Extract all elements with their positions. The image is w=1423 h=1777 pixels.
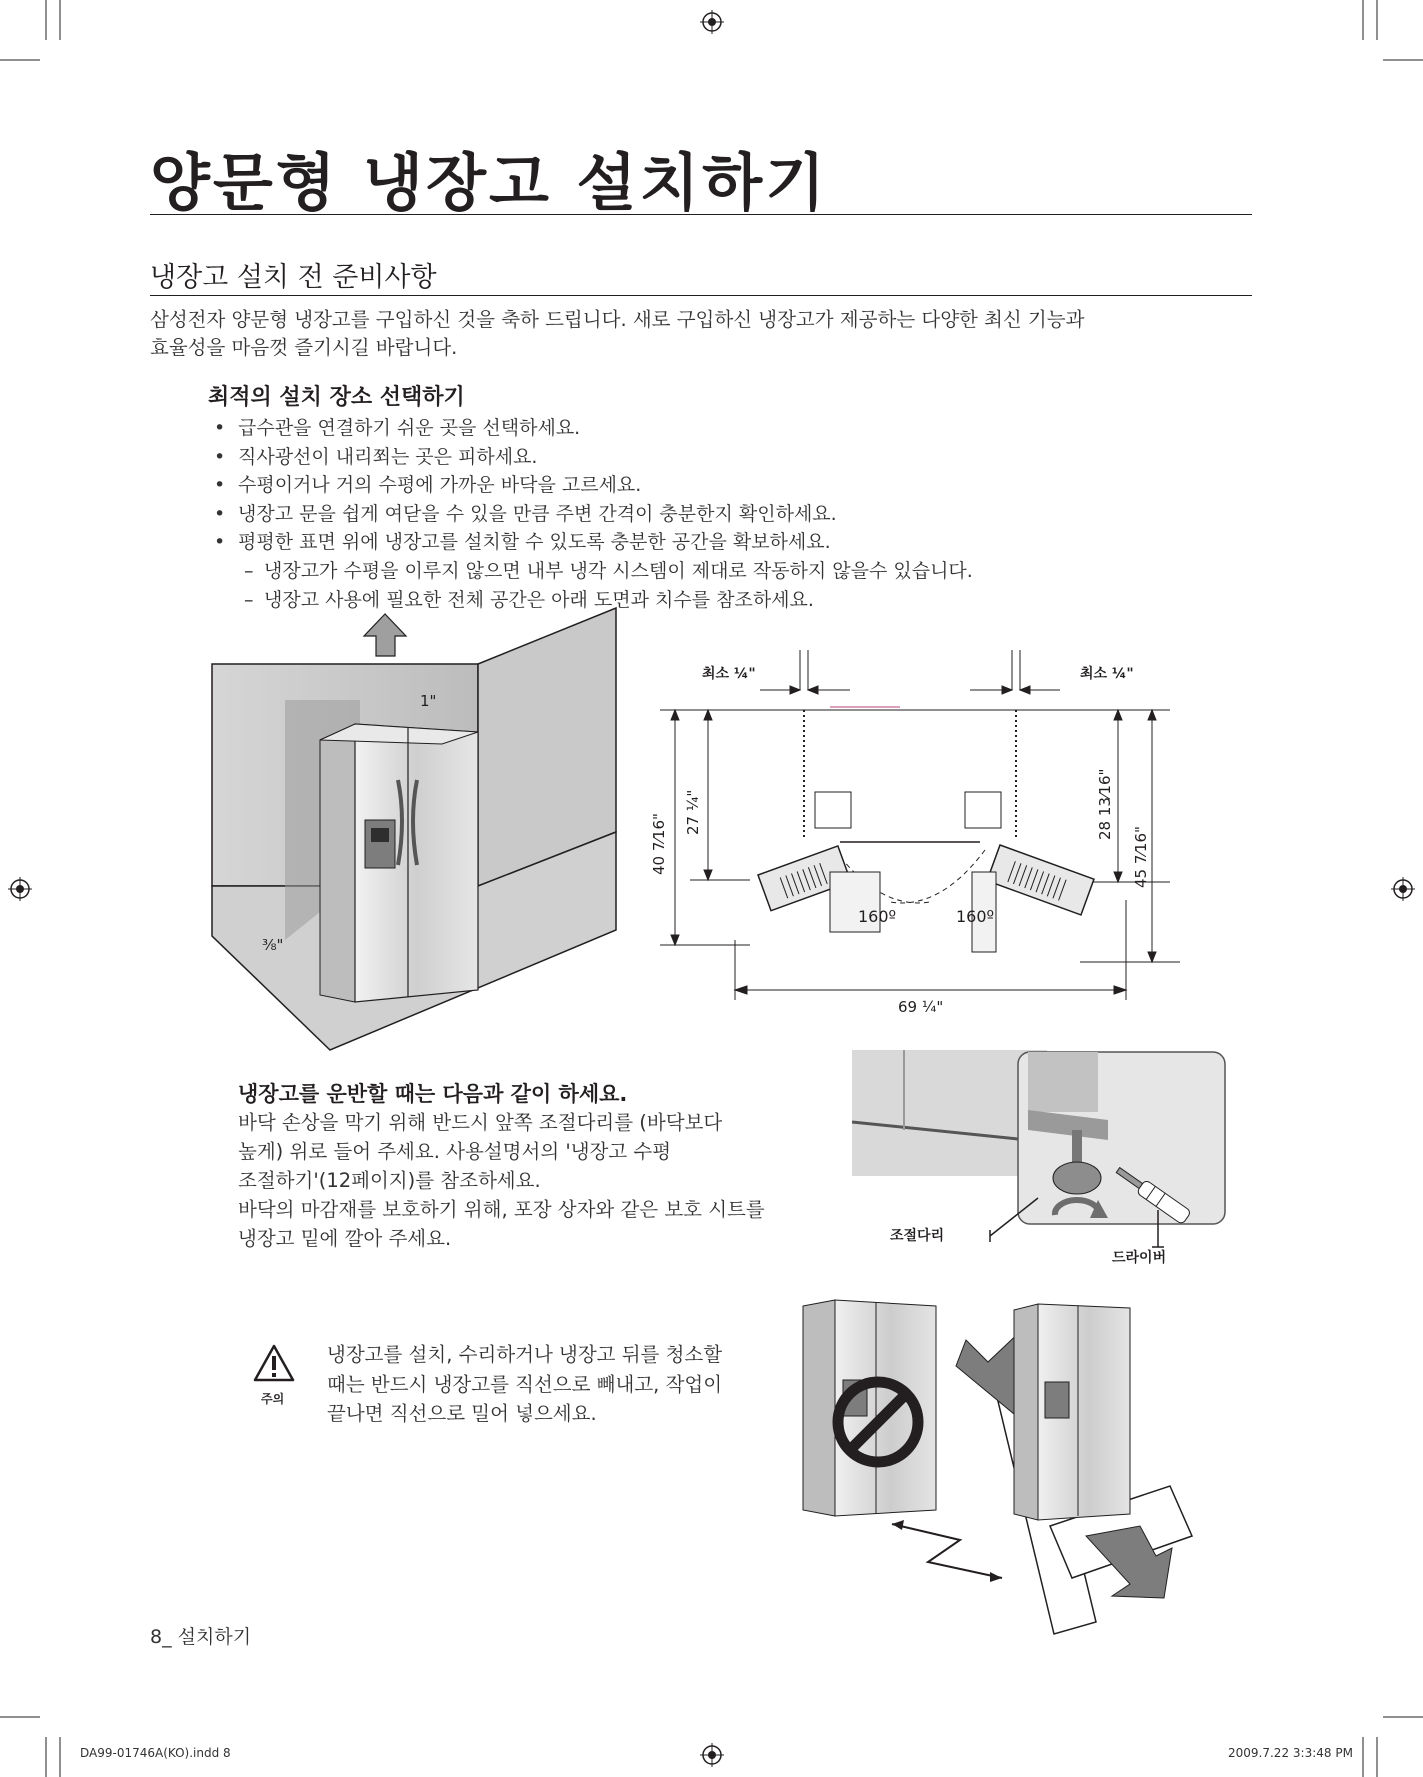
angle-left-label: 160º — [858, 907, 897, 926]
moving-paragraph — [238, 1108, 765, 1253]
depth-left-inner-label: 27 ¼" — [684, 789, 702, 835]
intro-paragraph — [150, 306, 1250, 362]
width-label: 69 ¼" — [898, 998, 944, 1016]
location-notes-list — [244, 557, 973, 614]
moving-line: 조절하기'(12페이지)를 참조하세요. — [238, 1169, 541, 1192]
location-heading: 최적의 설치 장소 선택하기 — [208, 385, 465, 410]
registration-mark-right — [1391, 877, 1415, 901]
list-item: – 냉장고 사용에 필요한 전체 공간은 아래 도면과 치수를 참조하세요. — [244, 586, 973, 615]
driver-callout-label: 드라이버 — [1112, 1250, 1167, 1266]
leg-foot — [1053, 1162, 1101, 1194]
page-number: 8_ 설치하기 — [150, 1626, 252, 1648]
warning-triangle-icon — [253, 1344, 295, 1382]
moving-line: 바닥 손상을 막기 위해 반드시 앞쪽 조절다리를 (바닥보다 — [238, 1111, 723, 1134]
right-door-open — [987, 845, 1094, 915]
leg-callout-label: 조절다리 — [890, 1228, 945, 1244]
min-gap-right-label: 최소 ¼" — [1080, 666, 1134, 682]
list-item: • 급수관을 연결하기 쉬운 곳을 선택하세요. — [212, 414, 837, 443]
registration-mark-bottom — [700, 1743, 724, 1767]
moving-heading: 냉장고를 운반할 때는 다음과 같이 하세요. — [238, 1082, 628, 1106]
clearance-plan-diagram — [640, 650, 1200, 1016]
list-item: – 냉장고가 수평을 이루지 않으면 내부 냉각 시스템이 제대로 작동하지 않을수 있습니다. — [244, 557, 973, 586]
moving-line: 높게) 위로 들어 주세요. 사용설명서의 '냉장고 수평 — [238, 1140, 672, 1163]
side-clearance-label: ⅜" — [262, 936, 284, 954]
depth-right-inner-label: 28 13⁄16" — [1096, 768, 1114, 840]
top-clearance-label: 1" — [420, 692, 437, 710]
moving-line: 냉장고 밑에 깔아 주세요. — [238, 1227, 452, 1250]
fridge-side — [320, 724, 355, 1002]
list-item: • 직사광선이 내리쬐는 곳은 피하세요. — [212, 443, 837, 472]
title-rule — [150, 214, 1252, 215]
moving-direction-illustration — [800, 1296, 1200, 1636]
registration-mark-left — [8, 877, 32, 901]
list-item: • 평평한 표면 위에 냉장고를 설치할 수 있도록 충분한 공간을 확보하세요. — [212, 528, 837, 557]
caution-line: 때는 반드시 냉장고를 직선으로 빼내고, 작업이 — [327, 1372, 723, 1396]
min-gap-left-label: 최소 ¼" — [702, 666, 756, 682]
print-timestamp: 2009.7.22 3:3:48 PM — [1228, 1746, 1353, 1760]
file-slug: DA99-01746A(KO).indd 8 — [80, 1746, 231, 1760]
intro-line: 효율성을 마음껏 즐기시길 바랍니다. — [150, 336, 458, 359]
list-item: • 냉장고 문을 쉽게 여닫을 수 있을 만큼 주변 간격이 충분한지 확인하세요. — [212, 500, 837, 529]
moving-line: 바닥의 마감재를 보호하기 위해, 포장 상자와 같은 보호 시트를 — [238, 1198, 765, 1221]
leg-screw — [1072, 1130, 1082, 1164]
depth-left-outer-label: 40 7⁄16" — [650, 813, 668, 875]
caution-line: 끝나면 직선으로 밀어 넣으세요. — [327, 1402, 597, 1425]
list-item: • 수평이거나 거의 수평에 가까운 바닥을 고르세요. — [212, 471, 837, 500]
section-rule — [150, 295, 1252, 296]
intro-line: 삼성전자 양문형 냉장고를 구입하신 것을 축하 드립니다. 새로 구입하신 냉장고가 제공하는 다양한 최신 기능과 — [150, 308, 1085, 331]
page-title: 양문형 냉장고 설치하기 — [150, 146, 829, 219]
caution-line: 냉장고를 설치, 수리하거나 냉장고 뒤를 청소할 — [327, 1343, 723, 1366]
registration-mark-top — [700, 10, 724, 34]
caution-paragraph — [327, 1340, 722, 1429]
zigzag-arrow-icon — [892, 1524, 1002, 1578]
location-tips-list — [212, 414, 837, 557]
dispenser — [365, 820, 395, 868]
room-installation-illustration — [210, 660, 630, 1050]
angle-right-label: 160º — [956, 907, 995, 926]
depth-right-outer-label: 45 7⁄16" — [1132, 826, 1150, 888]
caution-label: 주의 — [261, 1392, 285, 1406]
leveling-leg-illustration — [850, 1050, 1230, 1250]
section-heading: 냉장고 설치 전 준비사항 — [150, 262, 437, 293]
